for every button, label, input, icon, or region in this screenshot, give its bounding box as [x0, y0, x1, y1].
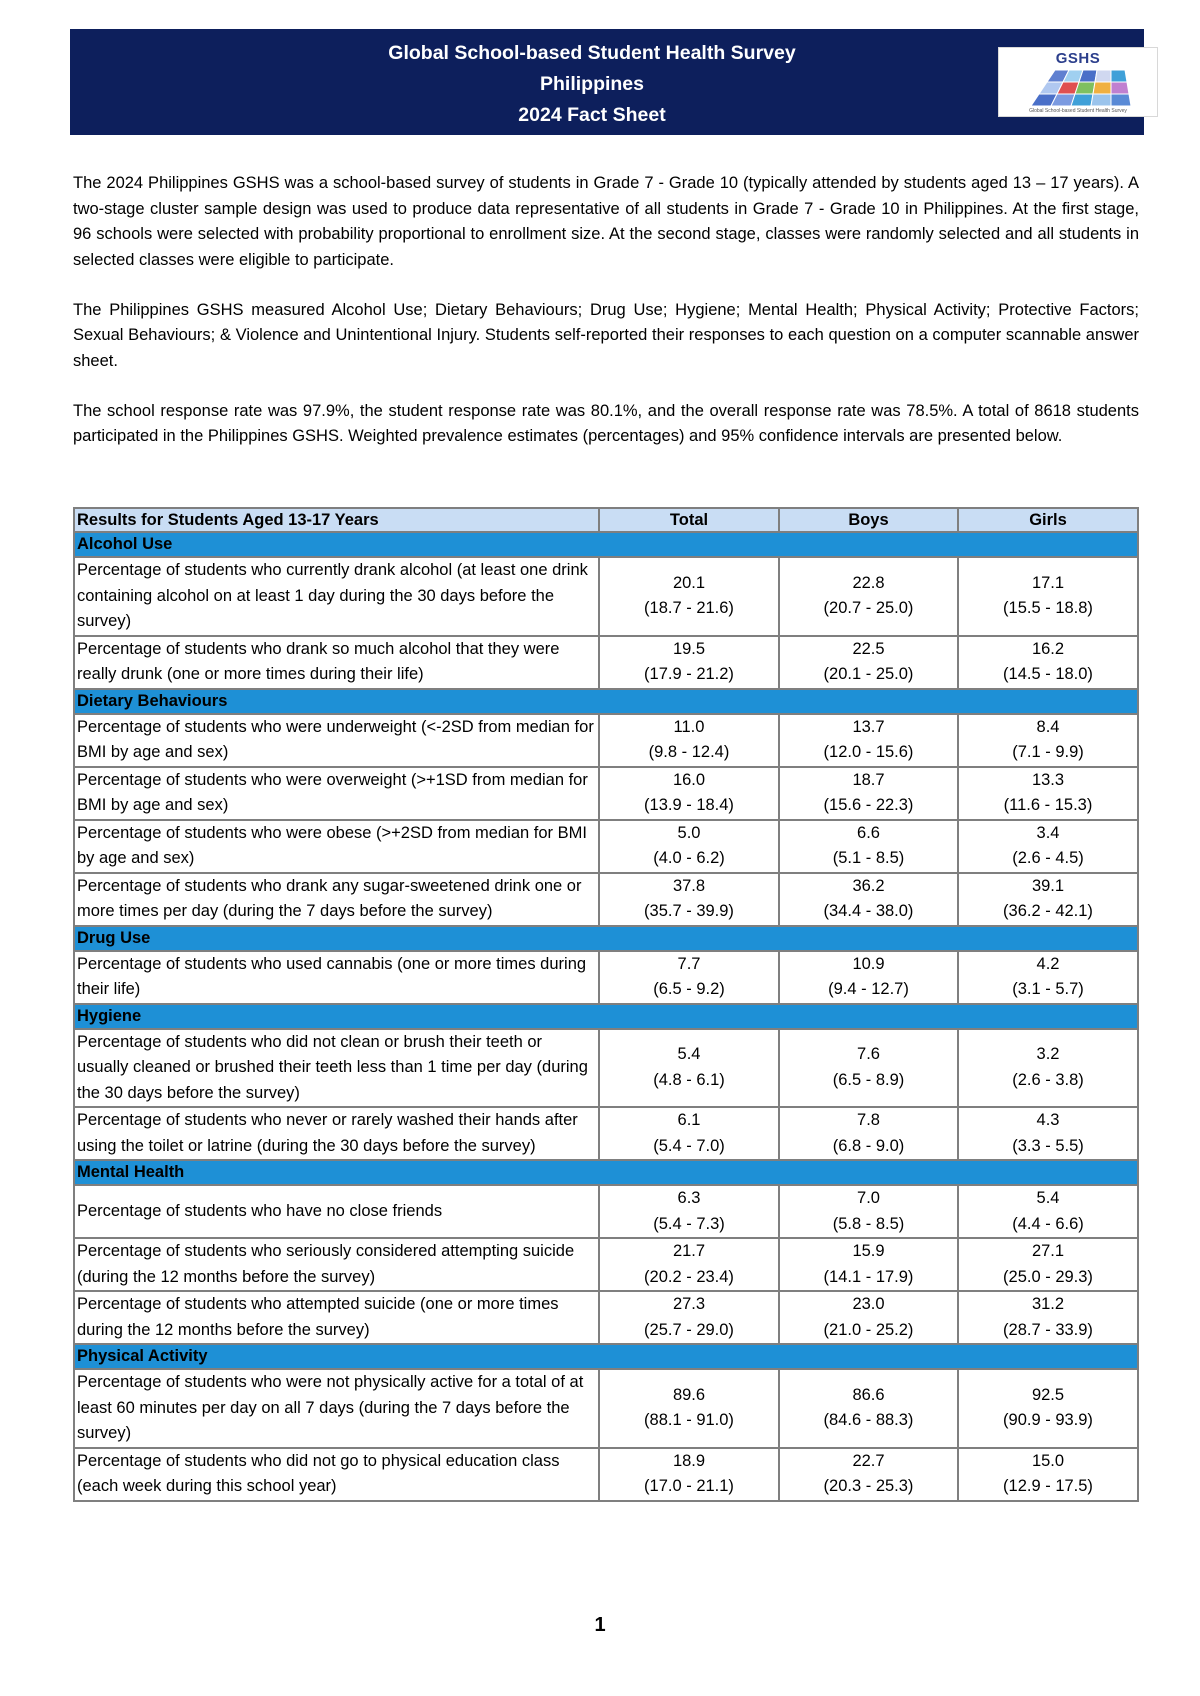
table-row: [74, 767, 1138, 820]
boys-confidence-interval: (84.6 - 88.3): [823, 1411, 914, 1430]
indicator-description: Percentage of students who were not physically active for a total of at least 60 minutes per day on all 7 days (during the 7 days before the survey): [74, 1369, 599, 1448]
table-header-row: [74, 508, 1138, 532]
boys-cell: [779, 1291, 958, 1344]
total-estimate: 21.7: [672, 1242, 706, 1260]
gshs-logo: [998, 47, 1158, 117]
header-results: Results for Students Aged 13-17 Years: [74, 508, 599, 532]
indicator-description: Percentage of students who were overweight (>+1SD from median for BMI by age and sex): [74, 767, 599, 820]
indicator-description: Percentage of students who did not clean or brush their teeth or usually cleaned or brushed their teeth less than 1 time per day (during the 30 days before the survey): [74, 1029, 599, 1108]
indicator-description: Percentage of students who were obese (>+2SD from median for BMI by age and sex): [74, 820, 599, 873]
total-estimate: 16.0: [672, 770, 706, 789]
boys-confidence-interval: (14.1 - 17.9): [823, 1267, 914, 1286]
header-titles: [70, 38, 1144, 131]
header-title: Global School-based Student Health Survey: [388, 42, 796, 64]
total-confidence-interval: (6.5 - 9.2): [653, 980, 725, 998]
boys-estimate: 10.9: [852, 954, 885, 973]
girls-cell: [958, 1238, 1138, 1291]
boys-estimate: 36.2: [852, 876, 885, 895]
table-row: [74, 1238, 1138, 1291]
results-table: [73, 507, 1139, 1502]
indicator-description: Percentage of students who did not go to physical education class (each week during this school year): [74, 1448, 599, 1501]
total-cell: [599, 714, 779, 767]
header-banner: [70, 29, 1144, 135]
girls-estimate: 8.4: [1036, 717, 1060, 736]
total-cell: [599, 1185, 779, 1238]
boys-confidence-interval: (34.4 - 38.0): [823, 902, 914, 920]
section-title: Drug Use: [74, 926, 1138, 951]
total-cell: [599, 767, 779, 820]
table-row: [74, 951, 1138, 1004]
boys-estimate: 7.6: [857, 1045, 880, 1064]
boys-cell: [779, 951, 958, 1004]
boys-cell: [779, 1369, 958, 1448]
boys-cell: [779, 873, 958, 926]
girls-confidence-interval: (12.9 - 17.5): [1003, 1477, 1093, 1495]
girls-cell: [958, 1291, 1138, 1344]
table-row: [74, 820, 1138, 873]
total-cell: [599, 1029, 779, 1108]
girls-confidence-interval: (28.7 - 33.9): [1003, 1320, 1093, 1339]
boys-cell: [779, 1107, 958, 1160]
girls-confidence-interval: (90.9 - 93.9): [1003, 1411, 1093, 1430]
indicator-description: Percentage of students who drank so much alcohol that they were really drunk (one or more times during their life): [74, 636, 599, 689]
girls-estimate: 5.4: [1036, 1189, 1060, 1207]
girls-estimate: 27.1: [1031, 1242, 1065, 1260]
girls-estimate: 15.0: [1031, 1451, 1065, 1470]
indicator-description: Percentage of students who drank any sugar-sweetened drink one or more times per day (during the 7 days before the survey): [74, 873, 599, 926]
girls-cell: [958, 767, 1138, 820]
total-confidence-interval: (17.0 - 21.1): [644, 1477, 734, 1495]
total-cell: [599, 873, 779, 926]
boys-confidence-interval: (21.0 - 25.2): [823, 1320, 914, 1339]
boys-estimate: 7.8: [857, 1111, 880, 1129]
boys-estimate: 15.9: [852, 1242, 885, 1260]
boys-confidence-interval: (6.8 - 9.0): [832, 1136, 905, 1155]
total-cell: [599, 557, 779, 636]
total-confidence-interval: (20.2 - 23.4): [644, 1267, 734, 1286]
section-row: [74, 532, 1138, 557]
total-estimate: 7.7: [677, 954, 701, 973]
total-estimate: 6.3: [677, 1189, 701, 1207]
total-confidence-interval: (35.7 - 39.9): [644, 902, 734, 920]
boys-confidence-interval: (20.7 - 25.0): [823, 599, 914, 618]
boys-cell: [779, 636, 958, 689]
girls-cell: [958, 951, 1138, 1004]
boys-estimate: 22.7: [852, 1451, 885, 1470]
total-cell: [599, 1291, 779, 1344]
indicator-description: Percentage of students who were underweight (<-2SD from median for BMI by age and sex): [74, 714, 599, 767]
table-row: [74, 1029, 1138, 1108]
girls-estimate: 4.2: [1036, 954, 1060, 973]
total-cell: [599, 1238, 779, 1291]
boys-confidence-interval: (9.4 - 12.7): [828, 980, 909, 998]
boys-cell: [779, 1448, 958, 1501]
boys-confidence-interval: (15.6 - 22.3): [823, 796, 914, 814]
total-estimate: 27.3: [672, 1295, 706, 1313]
section-row: [74, 926, 1138, 951]
logo-grid-icon: [1011, 66, 1147, 108]
intro-paragraph: The school response rate was 97.9%, the student response rate was 80.1%, and the overall response rate was 78.5%. A total of 8618 students participated in the Philippines GSHS. Weighted prevalence estimates (percentages) and 95% confidence intervals are presented below.: [73, 401, 1139, 445]
boys-estimate: 18.7: [852, 770, 885, 789]
girls-confidence-interval: (25.0 - 29.3): [1003, 1267, 1093, 1286]
section-row: [74, 1160, 1138, 1185]
total-confidence-interval: (4.0 - 6.2): [653, 849, 725, 867]
table-row: [74, 1369, 1138, 1448]
total-confidence-interval: (5.4 - 7.0): [653, 1136, 725, 1155]
indicator-description: Percentage of students who never or rarely washed their hands after using the toilet or latrine (during the 30 days before the survey): [74, 1107, 599, 1160]
section-title: Hygiene: [74, 1004, 1138, 1029]
boys-estimate: 86.6: [852, 1385, 885, 1404]
section-title: Physical Activity: [74, 1344, 1138, 1369]
girls-estimate: 92.5: [1031, 1385, 1065, 1404]
total-estimate: 19.5: [672, 639, 706, 658]
girls-confidence-interval: (36.2 - 42.1): [1003, 902, 1093, 920]
total-estimate: 11.0: [673, 717, 705, 736]
girls-estimate: 13.3: [1031, 770, 1065, 789]
total-cell: [599, 1369, 779, 1448]
header-country: Philippines: [539, 73, 644, 95]
indicator-description: Percentage of students who have no close friends: [74, 1185, 599, 1238]
indicator-description: Percentage of students who currently drank alcohol (at least one drink containing alcohol on at least 1 day during the 30 days before the survey): [74, 557, 599, 636]
total-estimate: 5.0: [677, 823, 701, 842]
girls-estimate: 39.1: [1031, 876, 1065, 895]
intro-paragraph: The Philippines GSHS measured Alcohol Use; Dietary Behaviours; Drug Use; Hygiene; Mental Health; Physical Activity; Protective Factors; Sexual Behaviours; & Violence and Unintentional Injury. Students self-reported their responses to each question on a computer scannable answer sheet.: [73, 300, 1139, 370]
girls-cell: [958, 557, 1138, 636]
total-cell: [599, 1448, 779, 1501]
table-row: [74, 873, 1138, 926]
indicator-description: Percentage of students who used cannabis (one or more times during their life): [74, 951, 599, 1004]
boys-confidence-interval: (20.1 - 25.0): [823, 665, 914, 683]
total-confidence-interval: (25.7 - 29.0): [644, 1320, 734, 1339]
indicator-description: Percentage of students who attempted suicide (one or more times during the 12 months before the survey): [74, 1291, 599, 1344]
table-row: [74, 1448, 1138, 1501]
girls-cell: [958, 820, 1138, 873]
girls-confidence-interval: (3.1 - 5.7): [1012, 980, 1084, 998]
girls-cell: [958, 1029, 1138, 1108]
girls-estimate: 16.2: [1031, 639, 1065, 658]
boys-estimate: 22.8: [852, 573, 885, 592]
table-row: [74, 1107, 1138, 1160]
boys-estimate: 7.0: [857, 1189, 880, 1207]
logo-text: GSHS: [1055, 50, 1101, 67]
total-confidence-interval: (17.9 - 21.2): [644, 665, 734, 683]
total-confidence-interval: (9.8 - 12.4): [648, 743, 730, 761]
section-row: [74, 1344, 1138, 1369]
total-estimate: 89.6: [672, 1385, 706, 1404]
page-number: 1: [594, 1614, 606, 1636]
header-total: Total: [599, 508, 779, 532]
girls-cell: [958, 714, 1138, 767]
header-subtitle: 2024 Fact Sheet: [518, 104, 666, 126]
girls-confidence-interval: (11.6 - 15.3): [1003, 796, 1093, 814]
total-cell: [599, 951, 779, 1004]
table-row: [74, 636, 1138, 689]
boys-estimate: 13.7: [852, 717, 885, 736]
girls-confidence-interval: (2.6 - 3.8): [1012, 1070, 1084, 1089]
girls-cell: [958, 1369, 1138, 1448]
boys-confidence-interval: (6.5 - 8.9): [832, 1070, 905, 1089]
boys-cell: [779, 767, 958, 820]
total-confidence-interval: (5.4 - 7.3): [653, 1214, 725, 1233]
girls-estimate: 4.3: [1036, 1111, 1060, 1129]
table-row: [74, 557, 1138, 636]
girls-confidence-interval: (7.1 - 9.9): [1012, 743, 1084, 761]
girls-estimate: 3.4: [1036, 823, 1060, 842]
total-estimate: 6.1: [677, 1111, 701, 1129]
boys-confidence-interval: (5.1 - 8.5): [832, 849, 905, 867]
total-confidence-interval: (13.9 - 18.4): [644, 796, 734, 814]
girls-confidence-interval: (3.3 - 5.5): [1012, 1136, 1084, 1155]
section-row: [74, 1004, 1138, 1029]
table-row: [74, 714, 1138, 767]
girls-cell: [958, 1185, 1138, 1238]
girls-cell: [958, 1448, 1138, 1501]
total-confidence-interval: (4.8 - 6.1): [653, 1070, 725, 1089]
girls-estimate: 17.1: [1031, 573, 1065, 592]
boys-cell: [779, 820, 958, 873]
total-estimate: 18.9: [672, 1451, 706, 1470]
section-title: Dietary Behaviours: [74, 689, 1138, 714]
boys-confidence-interval: (5.8 - 8.5): [832, 1214, 905, 1233]
table-body: [74, 532, 1138, 1501]
boys-cell: [779, 1185, 958, 1238]
total-estimate: 37.8: [672, 876, 706, 895]
boys-estimate: 22.5: [852, 639, 885, 658]
girls-cell: [958, 636, 1138, 689]
boys-cell: [779, 557, 958, 636]
girls-cell: [958, 873, 1138, 926]
section-title: Mental Health: [74, 1160, 1138, 1185]
table-row: [74, 1185, 1138, 1238]
boys-cell: [779, 1029, 958, 1108]
total-estimate: 20.1: [672, 573, 706, 592]
girls-estimate: 31.2: [1031, 1295, 1065, 1313]
total-confidence-interval: (88.1 - 91.0): [644, 1411, 734, 1430]
logo-subtext: Global School-based Student Health Survey: [1029, 108, 1127, 114]
girls-cell: [958, 1107, 1138, 1160]
girls-confidence-interval: (4.4 - 6.6): [1012, 1214, 1084, 1233]
section-title: Alcohol Use: [74, 532, 1138, 557]
total-cell: [599, 1107, 779, 1160]
total-confidence-interval: (18.7 - 21.6): [644, 599, 734, 618]
section-row: [74, 689, 1138, 714]
intro-paragraph: The 2024 Philippines GSHS was a school-based survey of students in Grade 7 - Grade 10 (typically attended by students aged 13 – 17 years). A two-stage cluster sample design was used to produce data representative of all students in Grade 7 - Grade 10 in Philippines. At the first stage, 96 schools were selected with probability proportional to enrollment size. At the second stage, classes were randomly selected and all students in selected classes were eligible to participate.: [73, 174, 1139, 269]
table-row: [74, 1291, 1138, 1344]
boys-confidence-interval: (12.0 - 15.6): [823, 743, 914, 761]
header-boys: Boys: [779, 508, 958, 532]
boys-estimate: 6.6: [857, 823, 880, 842]
total-cell: [599, 636, 779, 689]
boys-cell: [779, 714, 958, 767]
total-cell: [599, 820, 779, 873]
girls-estimate: 3.2: [1036, 1045, 1060, 1064]
header-girls: Girls: [958, 508, 1138, 532]
boys-estimate: 23.0: [852, 1295, 885, 1313]
girls-confidence-interval: (14.5 - 18.0): [1003, 665, 1093, 683]
boys-confidence-interval: (20.3 - 25.3): [823, 1477, 914, 1495]
indicator-description: Percentage of students who seriously considered attempting suicide (during the 12 months before the survey): [74, 1238, 599, 1291]
boys-cell: [779, 1238, 958, 1291]
intro-text: [73, 171, 1139, 474]
girls-confidence-interval: (15.5 - 18.8): [1003, 599, 1093, 618]
girls-confidence-interval: (2.6 - 4.5): [1012, 849, 1084, 867]
total-estimate: 5.4: [677, 1045, 701, 1064]
